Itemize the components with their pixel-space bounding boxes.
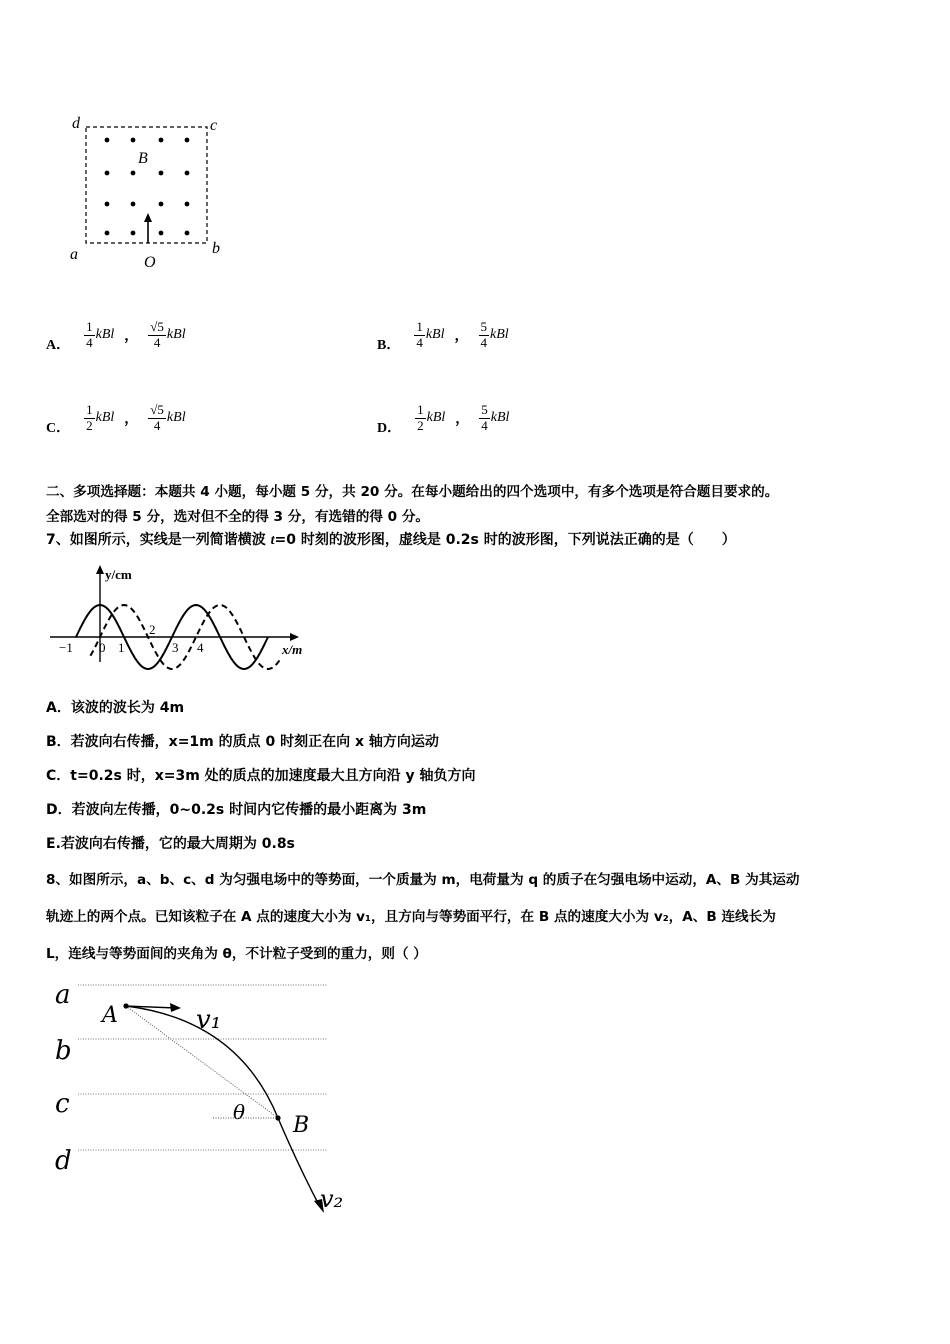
unit: kBl — [95, 410, 115, 425]
fraction: $\frac{1}{4}$ — [416, 319, 423, 350]
field-dot — [185, 138, 190, 143]
fraction: $\frac{√5}{4}$ — [150, 319, 164, 350]
point-B — [275, 1115, 280, 1120]
separator: ， — [454, 328, 469, 344]
q7-option-c[interactable]: C．t=0.2s 时，x=3m 处的质点的加速度最大且方向沿 y 轴负方向 — [46, 768, 476, 784]
field-dot — [159, 231, 164, 236]
q8-stem-line2: 轨迹上的两个点。已知该粒子在 A 点的速度大小为 v₁，且方向与等势面平行，在 B 点的速度大小为 v₂，A、B 连线长为 — [46, 909, 776, 925]
tick-label: 0 — [99, 640, 106, 655]
fraction: $\frac{√5}{4}$ — [150, 402, 164, 433]
q8-stem-line3: L，连线与等势面间的夹角为 θ，不计粒子受到的重力，则（ ） — [46, 946, 427, 962]
fraction: $\frac{1}{2}$ — [417, 402, 424, 433]
q7-option-e[interactable]: E.若波向右传播，它的最大周期为 0.8s — [46, 836, 295, 852]
equipotential-figure — [48, 975, 358, 1220]
magnetic-field-figure — [60, 110, 240, 280]
unit: kBl — [425, 327, 445, 342]
fraction: $\frac{1}{2}$ — [86, 402, 93, 433]
q6-option-d[interactable] — [377, 399, 509, 437]
label-b: b — [212, 240, 220, 257]
label-a: a — [70, 246, 78, 263]
trajectory — [126, 1006, 320, 1207]
plane-label-d: d — [55, 1146, 72, 1176]
label-B: B — [293, 1113, 310, 1138]
q7-option-a[interactable]: A．该波的波长为 4m — [46, 700, 185, 716]
tick-label: 4 — [197, 640, 204, 655]
q7-stem — [46, 529, 736, 549]
q6-option-a[interactable] — [46, 316, 186, 354]
q6-option-b[interactable] — [377, 316, 509, 354]
option-letter: B． — [377, 338, 401, 353]
field-dot — [131, 171, 136, 176]
tick-label: −1 — [59, 640, 73, 655]
fraction: $\frac{5}{4}$ — [480, 319, 487, 350]
unit: kBl — [95, 327, 115, 342]
separator: ， — [124, 411, 139, 427]
unit: kBl — [166, 410, 186, 425]
label-B-field: B — [138, 150, 148, 167]
plane-label-b: b — [55, 1036, 72, 1066]
label-d: d — [72, 115, 80, 132]
q7-stem-part: 7、如图所示，实线是一列简谐横波 — [46, 532, 271, 548]
field-dot — [105, 231, 110, 236]
section2-heading: 二、多项选择题：本题共 4 小题，每小题 5 分，共 20 分。在每小题给出的四个选项中，有多个选项是符合题目要求的。 — [46, 484, 779, 500]
option-letter: D． — [377, 421, 402, 436]
tick-label: 3 — [172, 640, 179, 655]
field-dot — [159, 171, 164, 176]
field-dot — [185, 202, 190, 207]
tick-label: 1 — [118, 640, 125, 655]
separator: ， — [124, 328, 139, 344]
field-dot — [105, 202, 110, 207]
q7-stem-part: =0 时刻的波形图，虚线是 0.2s 时的波形图，下列说法正确的是（ ） — [274, 532, 736, 548]
plane-label-a: a — [55, 980, 71, 1010]
tick-label: 2 — [149, 622, 156, 637]
label-O: O — [144, 254, 156, 271]
label-A: A — [102, 1003, 118, 1028]
x-axis-label: x/m — [282, 642, 303, 657]
field-dot — [131, 202, 136, 207]
y-axis-label: y/cm — [105, 567, 132, 582]
field-dot — [131, 231, 136, 236]
fraction: $\frac{1}{4}$ — [86, 319, 93, 350]
option-letter: C． — [46, 421, 71, 436]
section2-scoring: 全部选对的得 5 分，选对但不全的得 3 分，有选错的得 0 分。 — [46, 509, 430, 525]
fraction: $\frac{5}{4}$ — [481, 402, 488, 433]
field-dot — [131, 138, 136, 143]
field-dot — [105, 171, 110, 176]
field-dot — [185, 231, 190, 236]
field-dot — [105, 138, 110, 143]
unit: kBl — [490, 410, 510, 425]
option-letter: A． — [46, 338, 71, 353]
label-v1: v₁ — [196, 1005, 222, 1035]
point-A — [123, 1003, 128, 1008]
q8-stem-line1: 8、如图所示，a、b、c、d 为匀强电场中的等势面，一个质量为 m，电荷量为 q 的质子在匀强电场中运动，A、B 为其运动 — [46, 872, 800, 888]
plane-label-c: c — [55, 1089, 70, 1119]
unit: kBl — [166, 327, 186, 342]
label-theta: θ — [233, 1100, 246, 1124]
field-dot — [159, 138, 164, 143]
q7-stem-var: t — [270, 533, 275, 548]
q7-option-d[interactable]: D．若波向左传播，0~0.2s 时间内它传播的最小距离为 3m — [46, 802, 427, 818]
field-dot — [185, 171, 190, 176]
label-v2: v₂ — [320, 1185, 344, 1213]
wave-graph — [45, 562, 325, 672]
q6-option-c[interactable] — [46, 399, 186, 437]
separator: ， — [455, 411, 470, 427]
field-dot — [159, 202, 164, 207]
label-c: c — [210, 117, 218, 134]
q7-option-b[interactable]: B．若波向右传播，x=1m 的质点 0 时刻正在向 x 轴方向运动 — [46, 734, 439, 750]
unit: kBl — [490, 327, 509, 342]
unit: kBl — [426, 410, 446, 425]
